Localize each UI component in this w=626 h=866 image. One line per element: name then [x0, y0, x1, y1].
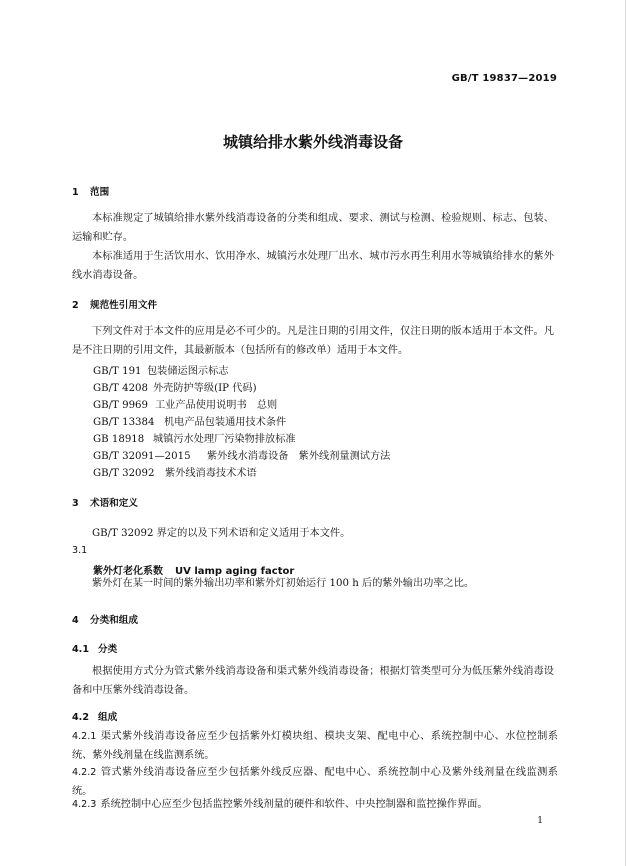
- subsection-title: 组成: [98, 712, 118, 723]
- clause-number: 4.2.3: [72, 799, 97, 810]
- reference-item: [93, 379, 257, 394]
- section-4-heading: [72, 612, 138, 626]
- section-number: 3: [72, 498, 79, 509]
- section-title: 术语和定义: [90, 498, 138, 509]
- reference-code: GB/T 9969: [93, 400, 149, 411]
- clause-number: 4.2.1: [72, 731, 97, 742]
- section-title: 分类和组成: [90, 615, 138, 626]
- subsection-number: 4.2: [72, 712, 89, 723]
- reference-title: 外壳防护等级(IP 代码): [153, 383, 257, 394]
- reference-item: [93, 464, 257, 479]
- subsection-4-2-heading: [72, 709, 117, 723]
- section-number: 4: [72, 615, 79, 626]
- reference-code: GB/T 191: [93, 366, 142, 377]
- document-title: 城镇给排水紫外线消毒设备: [222, 133, 403, 151]
- subsection-number: 4.1: [72, 644, 89, 655]
- paragraph: 下列文件对于本文件的应用是必不可少的。凡是注日期的引用文件，仅注日期的版本适用于本文件。凡是不注日期的引用文件，其最新版本（包括所有的修改单）适用于本文件。: [72, 326, 554, 356]
- reference-item: [93, 447, 390, 462]
- reference-code: GB 18918: [93, 434, 145, 445]
- reference-code: GB/T 32091—2015: [93, 451, 191, 462]
- section-2-heading: [72, 297, 157, 311]
- paragraph: 本标准适用于生活饮用水、饮用净水、城镇污水处理厂出水、城市污水再生利用水等城镇给排水的紫外线水消毒设备。: [72, 251, 554, 281]
- paragraph: 本标准规定了城镇给排水紫外线消毒设备的分类和组成、要求、测试与检测、检验规则、标志、包装、运输和贮存。: [72, 213, 554, 243]
- reference-item: [93, 396, 277, 411]
- reference-code: GB/T 13384: [93, 417, 155, 428]
- section-3-heading: [72, 495, 138, 509]
- page-number: 1: [537, 816, 543, 826]
- reference-title: 机电产品包装通用技术条件: [164, 417, 287, 428]
- clause-item: [72, 796, 558, 815]
- reference-code: GB/T 4208: [93, 383, 149, 394]
- reference-item: [93, 413, 286, 428]
- clause-number: 4.2.2: [72, 767, 97, 778]
- reference-item: [93, 362, 229, 377]
- term-chinese: 紫外灯老化系数: [93, 566, 163, 577]
- paragraph: GB/T 32092 界定的以及下列术语和定义适用于本文件。: [92, 528, 351, 539]
- subsection-title: 分类: [98, 644, 118, 655]
- paragraph: 根据使用方式分为管式紫外线消毒设备和渠式紫外线消毒设备；根据灯管类型可分为低压紫外线消毒设备和中压紫外线消毒设备。: [72, 666, 554, 696]
- reference-title: 紫外线水消毒设备 紫外线剂量测试方法: [207, 451, 391, 462]
- section-number: 1: [72, 187, 79, 198]
- reference-item: [93, 430, 296, 445]
- clause-text: 系统控制中心应至少包括监控紫外线剂量的硬件和软件、中央控制器和监控操作界面。: [100, 799, 488, 810]
- clause-number: 3.1: [72, 545, 88, 556]
- section-title: 规范性引用文件: [90, 300, 158, 311]
- section-1-heading: [72, 184, 109, 198]
- reference-title: 紫外线消毒技术术语: [165, 468, 257, 479]
- section-number: 2: [72, 300, 79, 311]
- term-definition: 紫外灯在某一时间的紫外输出功率和紫外灯初始运行 100 h 后的紫外输出功率之比。: [92, 578, 475, 589]
- subsection-4-1-heading: [72, 641, 117, 655]
- reference-title: 城镇污水处理厂污染物排放标准: [153, 434, 296, 445]
- reference-title: 工业产品使用说明书 总则: [155, 400, 278, 411]
- clause-text: 管式紫外线消毒设备应至少包括紫外线反应器、配电中心、系统控制中心及紫外线剂量在线监测系统。: [72, 767, 558, 797]
- reference-code: GB/T 32092: [93, 468, 155, 479]
- section-title: 范围: [90, 187, 110, 198]
- term-english: UV lamp aging factor: [175, 566, 295, 577]
- reference-title: 包装储运图示标志: [147, 366, 229, 377]
- clause-text: 渠式紫外线消毒设备应至少包括紫外灯模块组、模块支架、配电中心、系统控制中心、水位控制系统、紫外线剂量在线监测系统。: [72, 731, 558, 761]
- clause-item: [72, 728, 558, 765]
- standard-number: GB/T 19837—2019: [451, 73, 557, 84]
